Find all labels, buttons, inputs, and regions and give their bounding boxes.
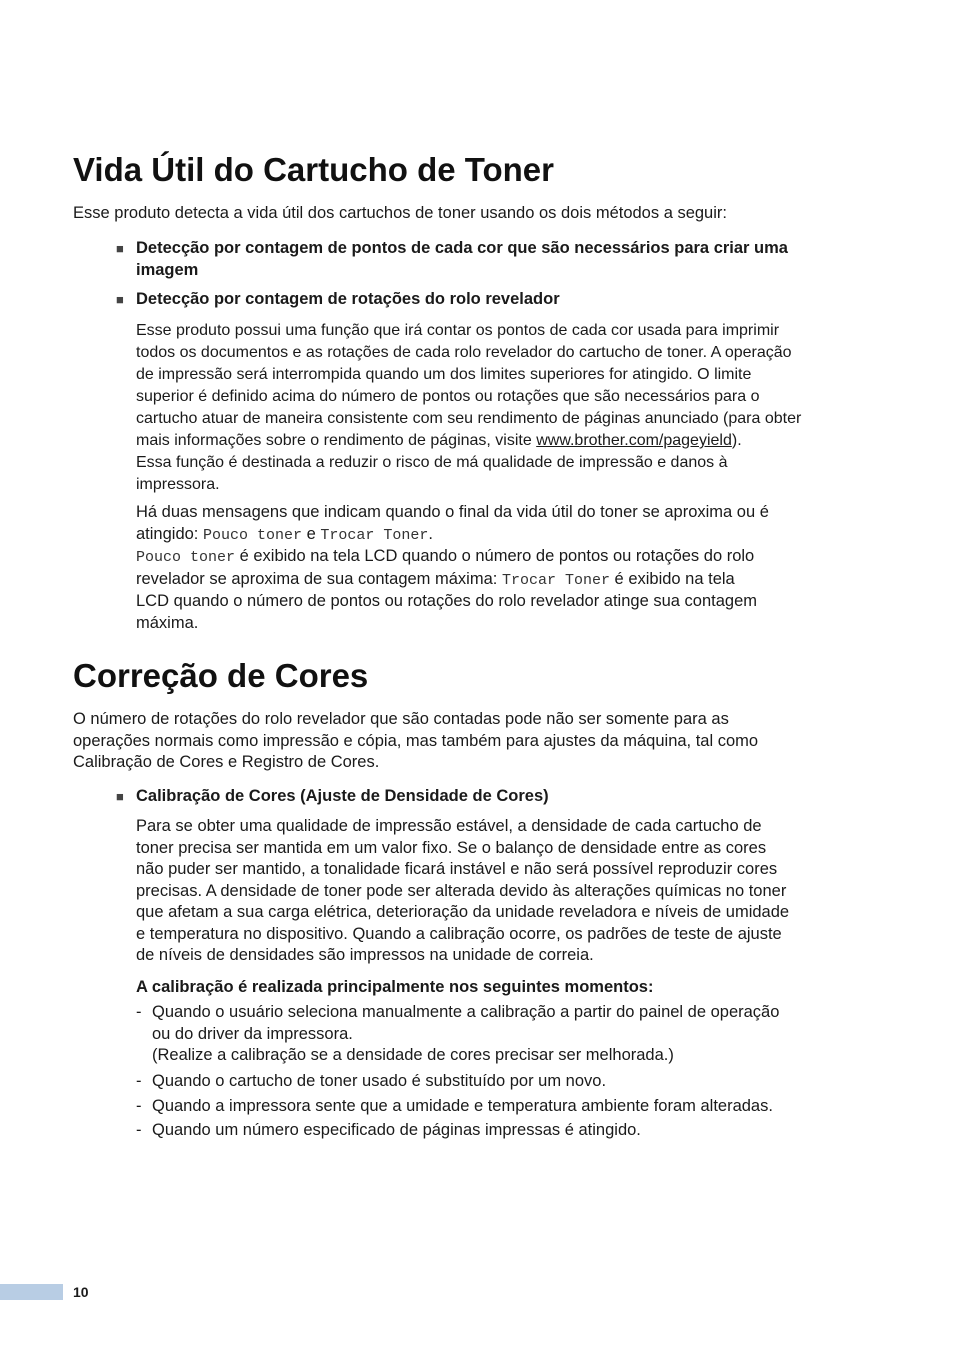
paragraph-messages: Há duas mensagens que indicam quando o final da vida útil do toner se aproxima ou é atingido: Pouco toner e Trocar Toner. Pouco toner é exibido na tela LCD quando o número de pontos ou rotações do rolo revelador se aproxima de sua contagem máxima: Trocar Toner é exibido na tela LCD quando o número de pontos ou rotações do rolo revelador atinge sua contagem máxima.	[136, 503, 769, 632]
list-item: Quando o cartucho de toner usado é substituído por um novo.	[152, 1072, 607, 1090]
pageyield-link[interactable]: www.brother.com/pageyield	[536, 432, 732, 449]
lcd-message-low-toner: Pouco toner	[202, 526, 302, 544]
list-dash: -	[136, 1003, 142, 1021]
list-item: Quando a impressora sente que a umidade e temperatura ambiente foram alteradas.	[152, 1097, 773, 1115]
section-title-toner-life: Vida Útil do Cartucho de Toner	[73, 151, 554, 188]
paragraph-calibration-description: Para se obter uma qualidade de impressão estável, a densidade de cada cartucho de toner precisa ser mantida em um valor fixo. Se o balanço de densidade entre as cores não puder ser mantido, a tonalidade ficará instável e não será possível reproduzir cores precisas. A densidade de toner pode ser alterada devido às alterações químicas no toner que afetam a sua carga elétrica, deterioração da unidade reveladora e níveis de umidade e temperatura no dispositivo. Quando a calibração ocorre, os padrões de teste de ajuste de níveis de densidades são impressos na unidade de correia.	[136, 817, 790, 964]
bullet-item-color-calibration: Calibração de Cores (Ajuste de Densidade de Cores)	[136, 787, 549, 805]
section-title-color-correction: Correção de Cores	[73, 657, 369, 694]
bullet-square-icon: ■	[116, 241, 124, 256]
bullet-item-dot-count: Detecção por contagem de pontos de cada cor que são necessários para criar uma imagem	[136, 239, 788, 279]
bullet-item-rotation-count: Detecção por contagem de rotações do rolo revelador	[136, 290, 560, 308]
page-number: 10	[73, 1284, 89, 1300]
list-dash: -	[136, 1121, 142, 1139]
list-dash: -	[136, 1072, 142, 1090]
page-number-bar	[0, 1284, 63, 1300]
list-item: Quando um número especificado de páginas impressas é atingido.	[152, 1121, 641, 1139]
bullet-square-icon: ■	[116, 789, 124, 804]
bullet-square-icon: ■	[116, 292, 124, 307]
list-item: Quando o usuário seleciona manualmente a calibração a partir do painel de operação ou do driver da impressora. (Realize a calibração se a densidade de cores precisar ser melhorada.)	[152, 1003, 780, 1064]
paragraph-function-description: Esse produto possui uma função que irá contar os pontos de cada cor usada para imprimir todos os documentos e as rotações de cada rolo revelador do cartucho de toner. A operação de impressão será interrompida quando um dos limites superiores for atingido. O limite superior é definido acima do número de pontos ou rotações que são necessários para o cartucho atuar de maneira consistente com seu rendimento de páginas anunciado (para obter mais informações sobre o rendimento de páginas, visite www.brother.com/pageyield). Essa função é destinada a reduzir o risco de má qualidade de impressão e danos à impressora.	[136, 322, 802, 493]
list-dash: -	[136, 1097, 142, 1115]
lcd-message-replace-toner: Trocar Toner	[320, 526, 429, 544]
section-intro: O número de rotações do rolo revelador que são contadas pode não ser somente para as operações normais como impressão e cópia, mas também para ajustes da máquina, tal como Calibração de Cores e Registro de Cores.	[73, 710, 759, 771]
lcd-message-replace-toner: Trocar Toner	[501, 571, 610, 589]
calibration-moments-heading: A calibração é realizada principalmente nos seguintes momentos:	[136, 978, 654, 996]
lcd-message-low-toner: Pouco toner	[136, 549, 236, 566]
section-intro: Esse produto detecta a vida útil dos cartuchos de toner usando os dois métodos a seguir:	[73, 204, 727, 222]
